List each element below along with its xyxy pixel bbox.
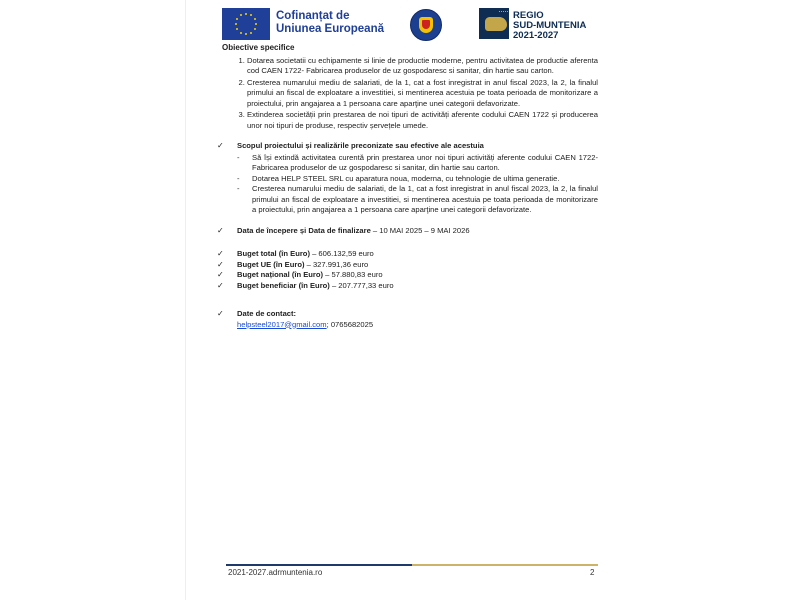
scope-title: Scopul proiectului și realizările preconizate sau efective ale acestuia: [237, 141, 484, 150]
scope-item: [237, 153, 598, 174]
page-header: [222, 8, 612, 42]
eu-flag-logo: [222, 8, 270, 40]
eu-star-icon: [254, 18, 256, 20]
footer-url: 2021-2027.adrmuntenia.ro: [228, 568, 323, 577]
regio-line1: REGIO: [513, 10, 544, 21]
page-number: 2: [590, 568, 595, 577]
budget-label: Buget național (în Euro): [237, 270, 324, 279]
dash-bullet-icon: -: [237, 173, 240, 183]
budget-value: – 57.880,83 euro: [323, 270, 383, 279]
objectives-title: Obiective specifice: [222, 43, 295, 52]
checkmark-icon: ✓: [217, 280, 224, 290]
eu-star-icon: [235, 23, 237, 25]
eu-star-icon: [254, 28, 256, 30]
scope-item-text: Dotarea HELP STEEL SRL cu aparatura noua, moderna, cu tehnologie de ultima generatie.: [252, 173, 560, 183]
objective-item: 2. Cresterea numarului mediu de salariati, de la 1, cat a fost inregistrat in anul fiscal 2023, la 2, la finalul primului an fiscal de exploatare a investitiei, si mentinerea acestuia pe toata perioada de monitorizare a proiectului, prin angajarea a 1 persoana care aparţine unei categorii defavorizate.: [247, 78, 598, 110]
document-body: [217, 43, 598, 330]
objective-item: 1. Dotarea societatii cu echipamente si linie de productie moderne, pentru activitatea de productie aferenta cod CAEN 1722- Fabricarea produselor de uz gospodaresc si sanitar, din hartie sau carton.: [247, 56, 598, 77]
regio-line2: SUD-MUNTENIA: [513, 20, 587, 31]
budget-value: – 606.132,59 euro: [309, 249, 374, 258]
eu-star-icon: [240, 14, 242, 16]
scope-section: [217, 141, 598, 152]
budget-label: Buget UE (în Euro): [237, 259, 305, 269]
checkmark-icon: ✓: [217, 309, 224, 318]
romanian-government-seal-logo: [410, 9, 442, 41]
eu-text-line2: Uniunea Europeană: [276, 23, 384, 35]
footer-divider: [226, 564, 598, 566]
contact-label: Date de contact:: [237, 309, 297, 318]
budget-row: [217, 259, 598, 271]
region-map-icon: [485, 17, 507, 31]
scope-item: [237, 184, 598, 216]
eu-star-icon: [240, 32, 242, 34]
contact-details: [222, 320, 598, 331]
objective-item: 3. Extinderea societății prin prestarea de noi tipuri de activități aferente codului CAEN 1722 și producerea unor noi tipuri de produse, respectiv șervețele umede.: [247, 110, 598, 131]
eu-star-icon: [255, 23, 257, 25]
page-edge: [185, 0, 186, 600]
checkmark-icon: ✓: [217, 225, 224, 235]
eu-cofinancing-text: [276, 10, 384, 36]
eu-star-icon: [236, 28, 238, 30]
budget-label: Buget beneficiar (în Euro): [237, 280, 330, 290]
checkmark-icon: ✓: [217, 141, 224, 150]
eu-star-icon: [245, 13, 247, 15]
regio-logo-text: [513, 11, 586, 41]
footer-divider-blue: [226, 564, 412, 566]
budget-row: [217, 270, 598, 281]
regio-map-logo: [479, 8, 509, 39]
dates-label: Data de începere și Data de finalizare: [237, 225, 371, 235]
shield-icon: [422, 20, 430, 29]
scope-item-text: Să își extindă activitatea curentă prin prestarea unor noi tipuri activități aferente codului CAEN 1722- Fabricarea produselor de uz gospodaresc si sanitar, din hartie sau carton.: [252, 152, 598, 172]
checkmark-icon: ✓: [217, 249, 224, 258]
contact-row: [217, 309, 598, 320]
budget-label: Buget total (în Euro): [237, 249, 310, 258]
checkmark-icon: ✓: [217, 259, 224, 269]
eu-star-icon: [250, 14, 252, 16]
scope-list: [222, 153, 598, 216]
checkmark-icon: ✓: [217, 270, 224, 279]
budget-value: – 327.991,36 euro: [304, 259, 369, 269]
dots-icon: [499, 11, 508, 14]
eu-star-icon: [250, 32, 252, 34]
objectives-list: [222, 56, 598, 132]
phone-number: ; 0765682025: [326, 319, 374, 329]
budget-value: – 207.777,33 euro: [329, 280, 394, 290]
eu-star-icon: [245, 33, 247, 35]
scope-item: [237, 174, 598, 185]
footer-divider-gold: [412, 564, 598, 566]
email-link[interactable]: helpsteel2017@gmail.com: [237, 319, 327, 329]
regio-line3: 2021-2027: [513, 30, 559, 41]
scope-item-text: Cresterea numarului mediu de salariati, de la 1, cat a fost inregistrat in anul fiscal 2023, la 2, la finalul primului an fiscal de exploatare a investitiei, si mentinerea acestuia pe toata perioada de monitorizare a proiectului, prin angajarea a 1 persoana care aparţine unei categorii defavorizate.: [252, 184, 598, 214]
dash-bullet-icon: -: [237, 152, 240, 162]
eu-text-line1: Cofinanțat de: [276, 10, 350, 22]
budget-row: [217, 249, 598, 260]
budget-row: [217, 280, 598, 292]
dash-bullet-icon: -: [237, 184, 240, 193]
dates-value: – 10 MAI 2025 – 9 MAI 2026: [370, 225, 470, 235]
eu-star-icon: [236, 18, 238, 20]
dates-row: [217, 225, 598, 237]
